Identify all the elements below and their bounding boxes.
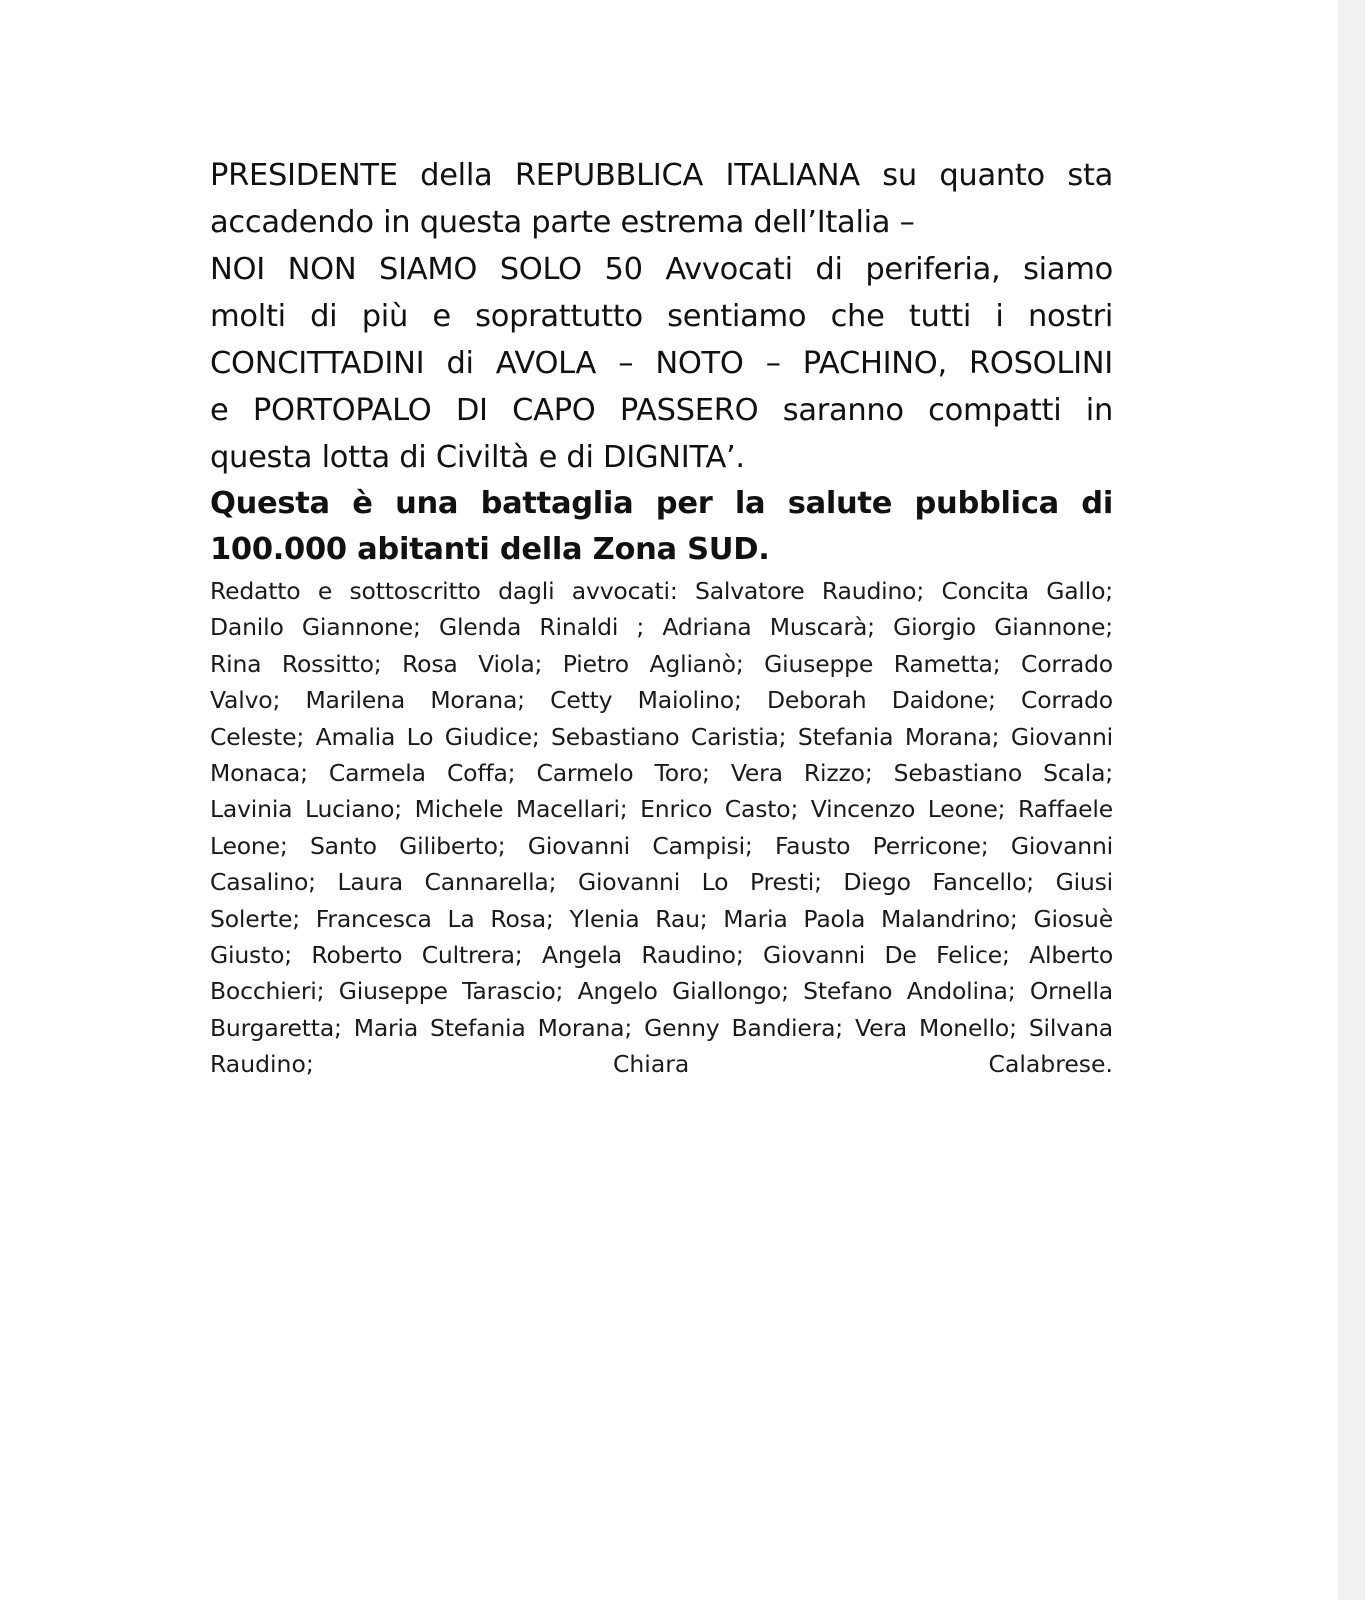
viewer-side-strip	[1338, 0, 1365, 1600]
signer-line: Bocchieri; Giuseppe Tarascio; Angelo Giallongo; Stefano Andolina; Ornella	[210, 977, 1113, 1006]
text-line: e PORTOPALO DI CAPO PASSERO saranno compatti in	[210, 393, 1113, 428]
paragraph-main	[210, 152, 1113, 481]
signer-line: Redatto e sottoscritto dagli avvocati: Salvatore Raudino; Concita Gallo;	[210, 577, 1113, 605]
signers-list	[210, 573, 1113, 1082]
bold-line: 100.000 abitanti della Zona SUD.	[210, 532, 770, 567]
signer-word: Calabrese.	[988, 1050, 1113, 1079]
text-line: molti di più e soprattutto sentiamo che tutti i nostri	[210, 299, 1113, 334]
document-body	[210, 152, 1113, 1082]
text-line: accadendo in questa parte estrema dell’Italia –	[210, 205, 915, 240]
signer-word: Raudino;	[210, 1050, 314, 1079]
signer-line: Burgaretta; Maria Stefania Morana; Genny Bandiera; Vera Monello; Silvana	[210, 1013, 1113, 1042]
signer-line: Valvo; Marilena Morana; Cetty Maiolino; Deborah Daidone; Corrado	[210, 686, 1113, 715]
signer-word: Chiara	[613, 1050, 690, 1079]
signer-line: Lavinia Luciano; Michele Macellari; Enrico Casto; Vincenzo Leone; Raffaele	[210, 795, 1113, 824]
signer-line: Rina Rossitto; Rosa Viola; Pietro Aglianò; Giuseppe Rametta; Corrado	[210, 649, 1113, 678]
text-line: CONCITTADINI di AVOLA – NOTO – PACHINO, ROSOLINI	[210, 346, 1113, 381]
bold-line: Questa è una battaglia per la salute pubblica di	[210, 486, 1113, 521]
signer-line: Solerte; Francesca La Rosa; Ylenia Rau; Maria Paola Malandrino; Giosuè	[210, 904, 1113, 933]
signer-line: Giusto; Roberto Cultrera; Angela Raudino; Giovanni De Felice; Alberto	[210, 940, 1113, 969]
text-line: questa lotta di Civiltà e di DIGNITA’.	[210, 440, 745, 475]
text-line: NOI NON SIAMO SOLO 50 Avvocati di periferia, siamo	[210, 252, 1113, 287]
signer-last-line	[210, 1046, 1113, 1082]
signer-line: Casalino; Laura Cannarella; Giovanni Lo Presti; Diego Fancello; Giusi	[210, 868, 1113, 897]
text-line: PRESIDENTE della REPUBBLICA ITALIANA su quanto sta	[210, 158, 1113, 193]
signer-line: Celeste; Amalia Lo Giudice; Sebastiano Caristia; Stefania Morana; Giovanni	[210, 722, 1113, 751]
signer-line: Leone; Santo Giliberto; Giovanni Campisi; Fausto Perricone; Giovanni	[210, 831, 1113, 860]
paragraph-bold	[210, 481, 1113, 573]
signer-line: Danilo Giannone; Glenda Rinaldi ; Adriana Muscarà; Giorgio Giannone;	[210, 613, 1113, 642]
signer-line: Monaca; Carmela Coffa; Carmelo Toro; Vera Rizzo; Sebastiano Scala;	[210, 758, 1113, 787]
